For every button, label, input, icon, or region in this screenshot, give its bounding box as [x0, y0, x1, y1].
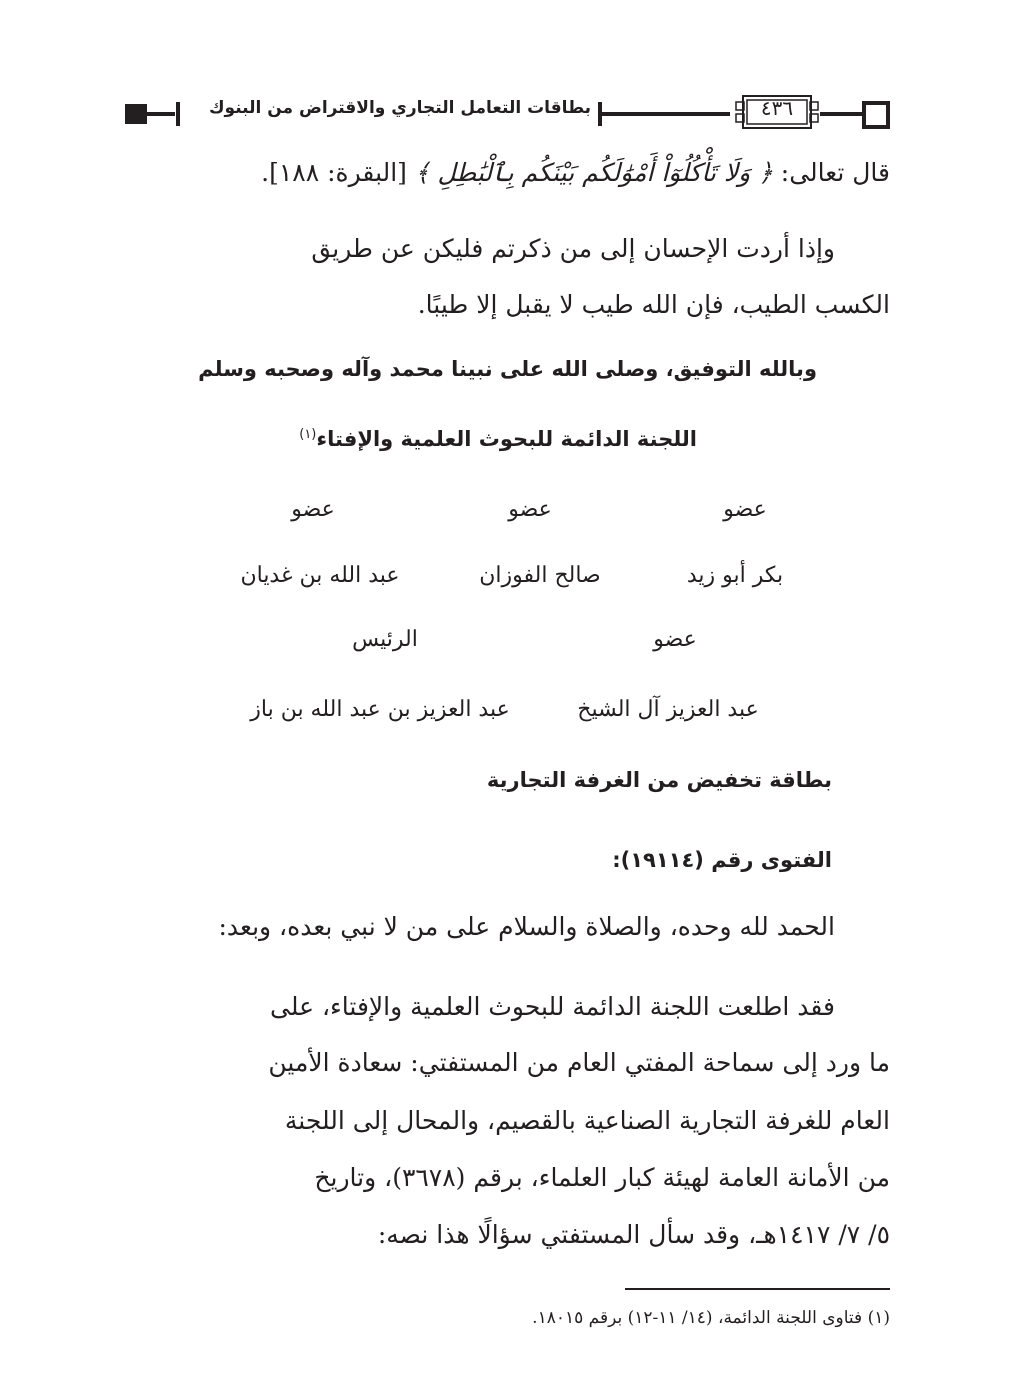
fatwa-number: الفتوى رقم (١٩١١٤): [612, 848, 832, 872]
page-number: ٤٣٦ [760, 96, 794, 120]
signatory-name: عبد العزيز آل الشيخ [577, 697, 759, 722]
signatory-title: الرئيس [352, 627, 418, 652]
footnote-marker: (١) [299, 427, 317, 442]
quran-verse: ﴿ وَلَا تَأْكُلُوٓاْ أَمْوَٰلَكُم بَيْنَكُم بِٱلْبَٰطِلِ ﴾ [414, 158, 773, 187]
page-number-frame [735, 92, 819, 132]
signatory-title: عضو [508, 497, 552, 522]
body-line: ما ورد إلى سماحة المفتي العام من المستفتي: سعادة الأمين [268, 1048, 890, 1077]
committee-title: اللجنة الدائمة للبحوث العلمية والإفتاء [316, 427, 697, 451]
signatory-name: عبد العزيز بن عبد الله بن باز [250, 697, 510, 722]
signatory-name: بكر أبو زيد [686, 563, 784, 588]
section-title: بطاقة تخفيض من الغرفة التجارية [486, 768, 832, 792]
footnote-rule [625, 1288, 890, 1290]
body-line: العام للغرفة التجارية الصناعية بالقصيم، والمحال إلى اللجنة [284, 1106, 890, 1135]
header-left-tick [176, 102, 180, 126]
header-right-rule [820, 112, 862, 116]
header-right-square [862, 101, 890, 129]
verse-line [125, 158, 890, 187]
signatory-title: عضو [723, 497, 767, 522]
signatory-title: عضو [653, 627, 697, 652]
body-line: ٥/ ٧/ ١٤١٧هـ، وقد سأل المستفتي سؤالًا هذا نصه: [377, 1220, 890, 1249]
signatory-name: صالح الفوزان [479, 563, 601, 588]
praise-line: الحمد لله وحده، والصلاة والسلام على من لا نبي بعده، وبعد: [218, 912, 835, 941]
verse-reference: [البقرة: ١٨٨]. [261, 158, 407, 187]
body-line: من الأمانة العامة لهيئة كبار العلماء، برقم (٣٦٧٨)، وتاريخ [314, 1163, 890, 1192]
paragraph-line: وإذا أردت الإحسان إلى من ذكرتم فليكن عن طريق [311, 234, 835, 263]
paragraph-line: الكسب الطيب، فإن الله طيب لا يقبل إلا طيبًا. [417, 290, 890, 319]
running-header-title: بطاقات التعامل التجاري والاقتراض من البنوك [208, 98, 592, 118]
signatory-title: عضو [291, 497, 335, 522]
verse-prefix: قال تعالى: [780, 158, 890, 187]
footnote-text: (١) فتاوى اللجنة الدائمة، (١٤/ ١١-١٢) برقم ١٨٠١٥. [532, 1308, 890, 1328]
body-line: فقد اطلعت اللجنة الدائمة للبحوث العلمية والإفتاء، على [269, 992, 835, 1021]
signatory-name: عبد الله بن غديان [240, 563, 400, 588]
header-left-block [125, 104, 147, 124]
header-left-rule [147, 112, 175, 116]
committee-name [299, 427, 697, 451]
closing-line: وبالله التوفيق، وصلى الله على نبينا محمد وآله وصحبه وسلم [198, 357, 817, 381]
header-mid-rule [602, 112, 730, 116]
